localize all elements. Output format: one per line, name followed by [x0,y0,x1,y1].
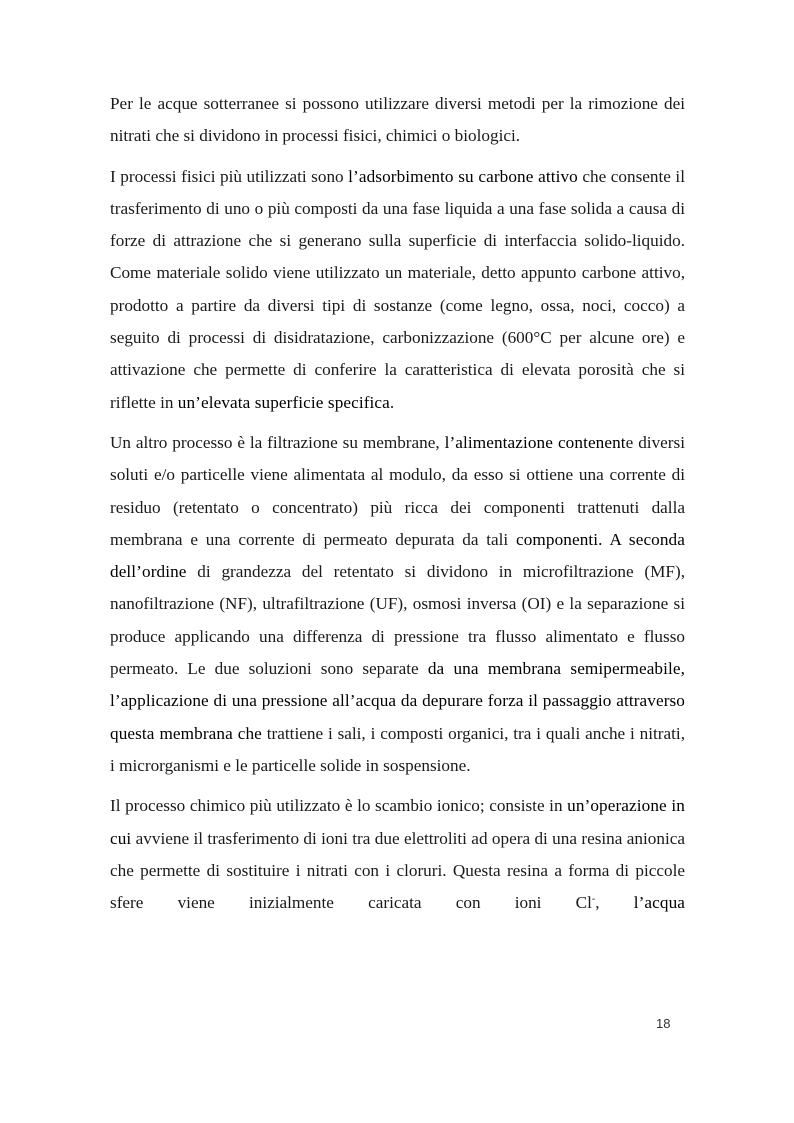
emphasized-text: da una membrana semipermeabile, l’applicazione di una pressione all’acqua da depurare forza il passaggio attraverso questa membrana che [110,659,686,743]
paragraph-3 [110,427,685,782]
paragraph-text: avviene il trasferimento di ioni tra due elettroliti ad opera di una resina anionica che permette di sostituire i nitrati con i cloruri. Questa resina a forma di piccole sfere viene inizialmente caricata con ioni Cl [110,828,685,913]
paragraph-text: Un altro processo è la filtrazione su membrane, [110,432,445,452]
paragraph-1 [110,88,685,153]
emphasized-text: componenti. A seconda dell’ordine [110,529,685,582]
paragraph-text: Per le acque sotterranee si possono utilizzare diversi metodi per la rimozione dei nitrati che si dividono in processi fisici, chimici o biologici. [110,94,685,146]
paragraph-text: trattiene i sali, i composti organici, tra i quali anche i nitrati, i microrganismi e le particelle solide in sospensione. [110,723,685,775]
emphasized-text: l’adsorbimento su carbone attivo [348,166,578,186]
paragraph-text: I processi fisici più utilizzati sono [110,166,349,186]
emphasized-text: l’acqua [633,893,685,913]
paragraph-2 [110,161,685,419]
paragraph-text: . [389,392,395,412]
paragraph-text: che consente il trasferimento di uno o più composti da una fase liquida a una fase solida a causa di forze di attrazione che si generano sulla superficie di interfaccia solido-liquido. Come materiale solido viene utilizzato un materiale, detto appunto carbone attivo, prodotto a partire da diversi tipi di sostanze (come legno, ossa, noci, cocco) a seguito di processi di disidratazione, carbonizzazione (600°C per alcune ore) e attivazione che permette di conferire la caratteristica di elevata porosità che si riflette in [110,166,685,412]
emphasized-text: un’elevata superficie specifica [177,392,390,412]
paragraph-text: Il processo chimico più utilizzato è lo scambio ionico; consiste in [110,796,568,816]
emphasized-text: un’operazione in cui [110,796,685,848]
paragraph-4 [110,790,685,919]
paragraph-text: , [595,893,634,913]
page-number: 18 [656,1016,671,1031]
paragraph-text: di grandezza del retentato si dividono in microfiltrazione (MF), nanofiltrazione (NF), ultrafiltrazione (UF), osmosi inversa (OI) e la separazione si produce applicando una differenza di pressione tra flusso alimentato e flusso permeato. Le due soluzioni sono separate [110,562,685,679]
superscript-charge: - [591,893,596,905]
emphasized-text: l’alimentazione contenent [444,432,626,452]
paragraph-text: e diversi soluti e/o particelle viene alimentata al modulo, da esso si ottiene una corrente di residuo (retentato o concentrato) più ricca dei componenti trattenuti dalla membrana e una corrente di permeato depurata da tali [110,432,685,549]
document-page [110,88,685,927]
